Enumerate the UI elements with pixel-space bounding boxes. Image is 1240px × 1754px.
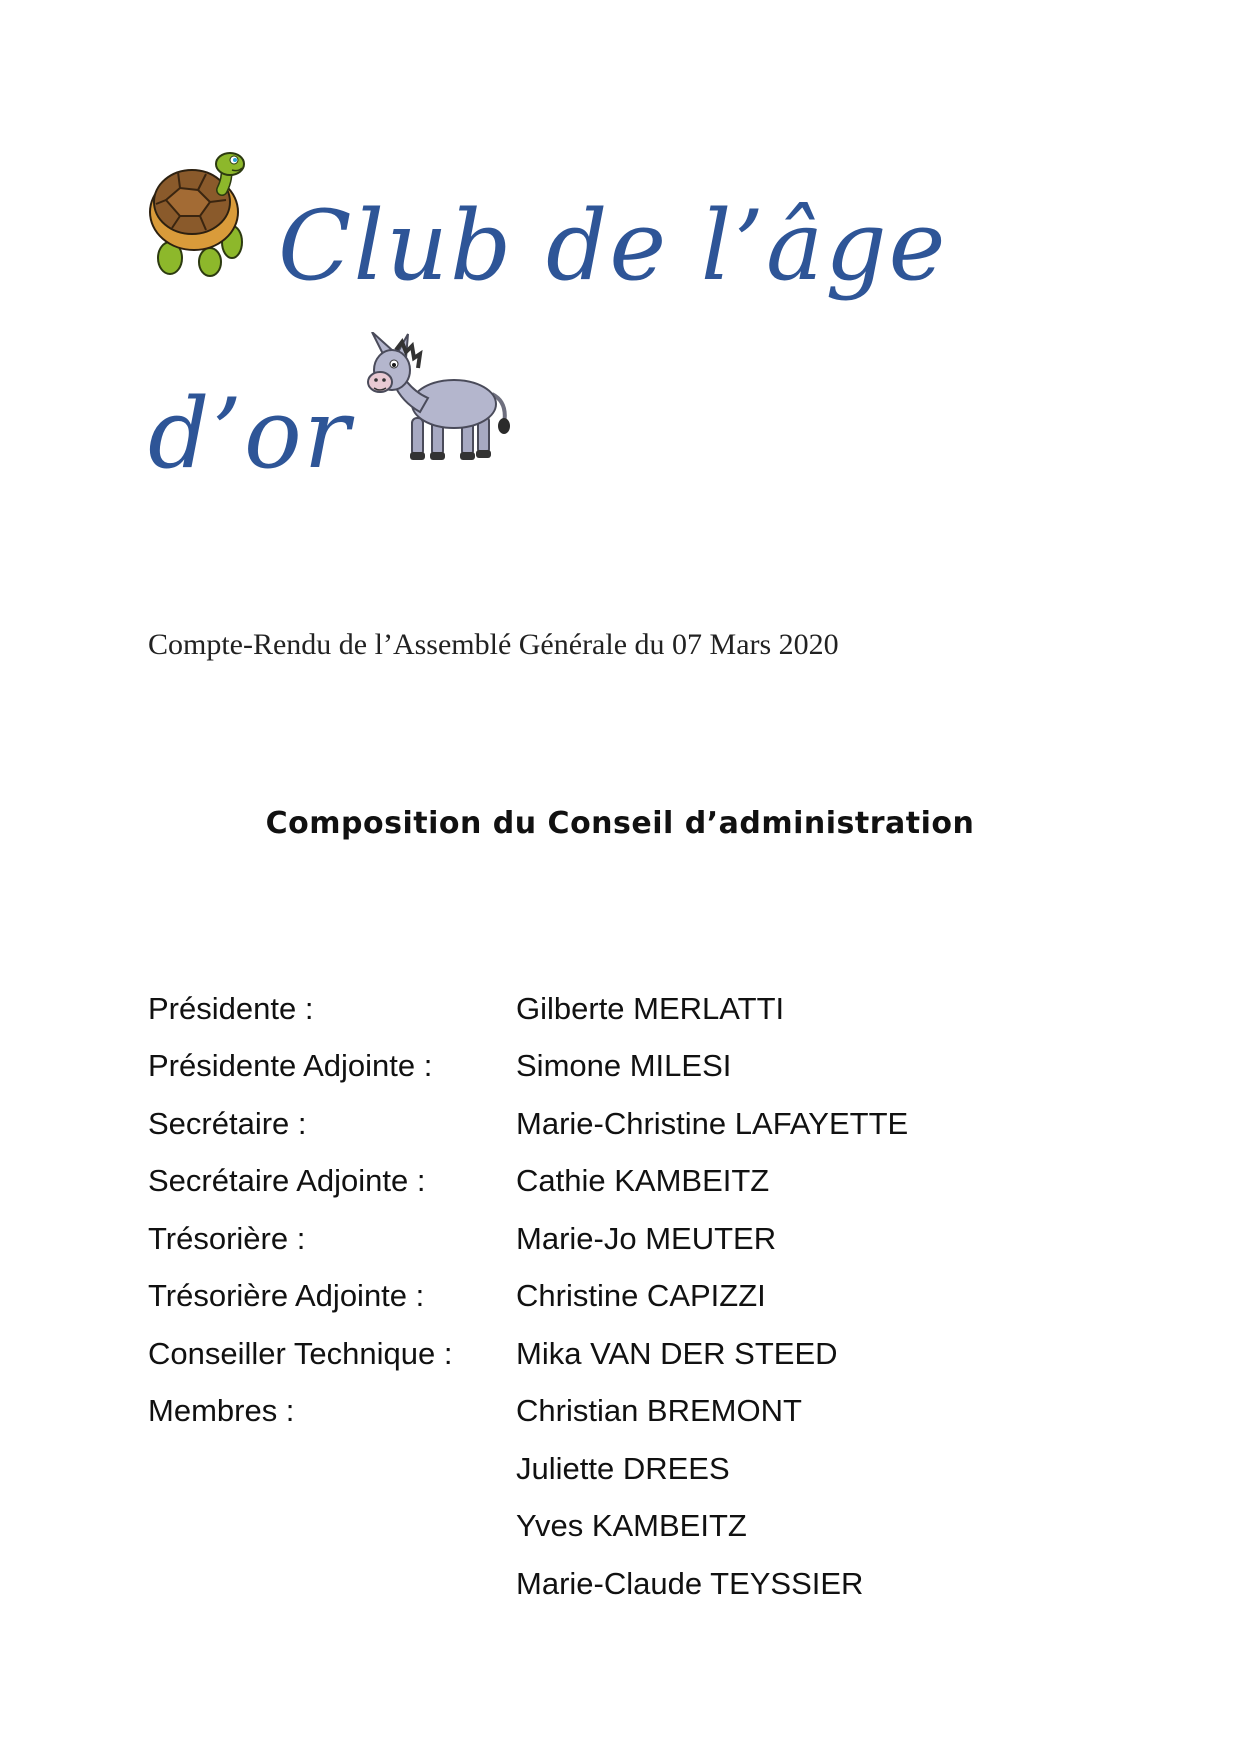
board-row-member — [148, 1498, 1048, 1556]
board-row-president — [148, 980, 1048, 1038]
role-label: Secrétaire : — [148, 1105, 307, 1141]
board-row-treasurer — [148, 1210, 1048, 1268]
member-name: Yves KAMBEITZ — [516, 1508, 747, 1544]
member-name: Christine CAPIZZI — [516, 1278, 766, 1314]
board-row-technical-advisor — [148, 1325, 1048, 1383]
member-name: Christian BREMONT — [516, 1393, 802, 1429]
board-composition-heading: Composition du Conseil d’administration — [265, 806, 975, 841]
board-row-vice-president — [148, 1038, 1048, 1096]
meeting-report-subtitle: Compte-Rendu de l’Assemblé Générale du 07 Mars 2020 — [148, 628, 839, 661]
club-title-line-1: Club de l’âge — [278, 190, 948, 302]
board-members-table — [148, 980, 1048, 1613]
board-row-member — [148, 1440, 1048, 1498]
donkey-icon — [362, 332, 518, 468]
member-name: Simone MILESI — [516, 1048, 732, 1084]
member-name: Marie-Claude TEYSSIER — [516, 1565, 864, 1601]
role-label: Trésorière Adjointe : — [148, 1278, 425, 1314]
member-name: Mika VAN DER STEED — [516, 1335, 838, 1371]
member-name: Cathie KAMBEITZ — [516, 1163, 770, 1199]
member-name: Marie-Jo MEUTER — [516, 1220, 777, 1256]
board-row-member — [148, 1555, 1048, 1613]
club-title-line-2: d’or — [148, 378, 352, 490]
board-row-members — [148, 1383, 1048, 1441]
role-label: Trésorière : — [148, 1220, 306, 1256]
role-label: Membres : — [148, 1393, 295, 1429]
board-row-assistant-treasurer — [148, 1268, 1048, 1326]
member-name: Marie-Christine LAFAYETTE — [516, 1105, 909, 1141]
role-label: Conseiller Technique : — [148, 1335, 453, 1371]
member-name: Juliette DREES — [516, 1450, 730, 1486]
role-label: Présidente Adjointe : — [148, 1048, 433, 1084]
board-row-secretary — [148, 1095, 1048, 1153]
role-label: Présidente : — [148, 990, 314, 1026]
role-label: Secrétaire Adjointe : — [148, 1163, 426, 1199]
turtle-icon — [148, 150, 246, 278]
board-row-assistant-secretary — [148, 1153, 1048, 1211]
member-name: Gilberte MERLATTI — [516, 990, 785, 1026]
